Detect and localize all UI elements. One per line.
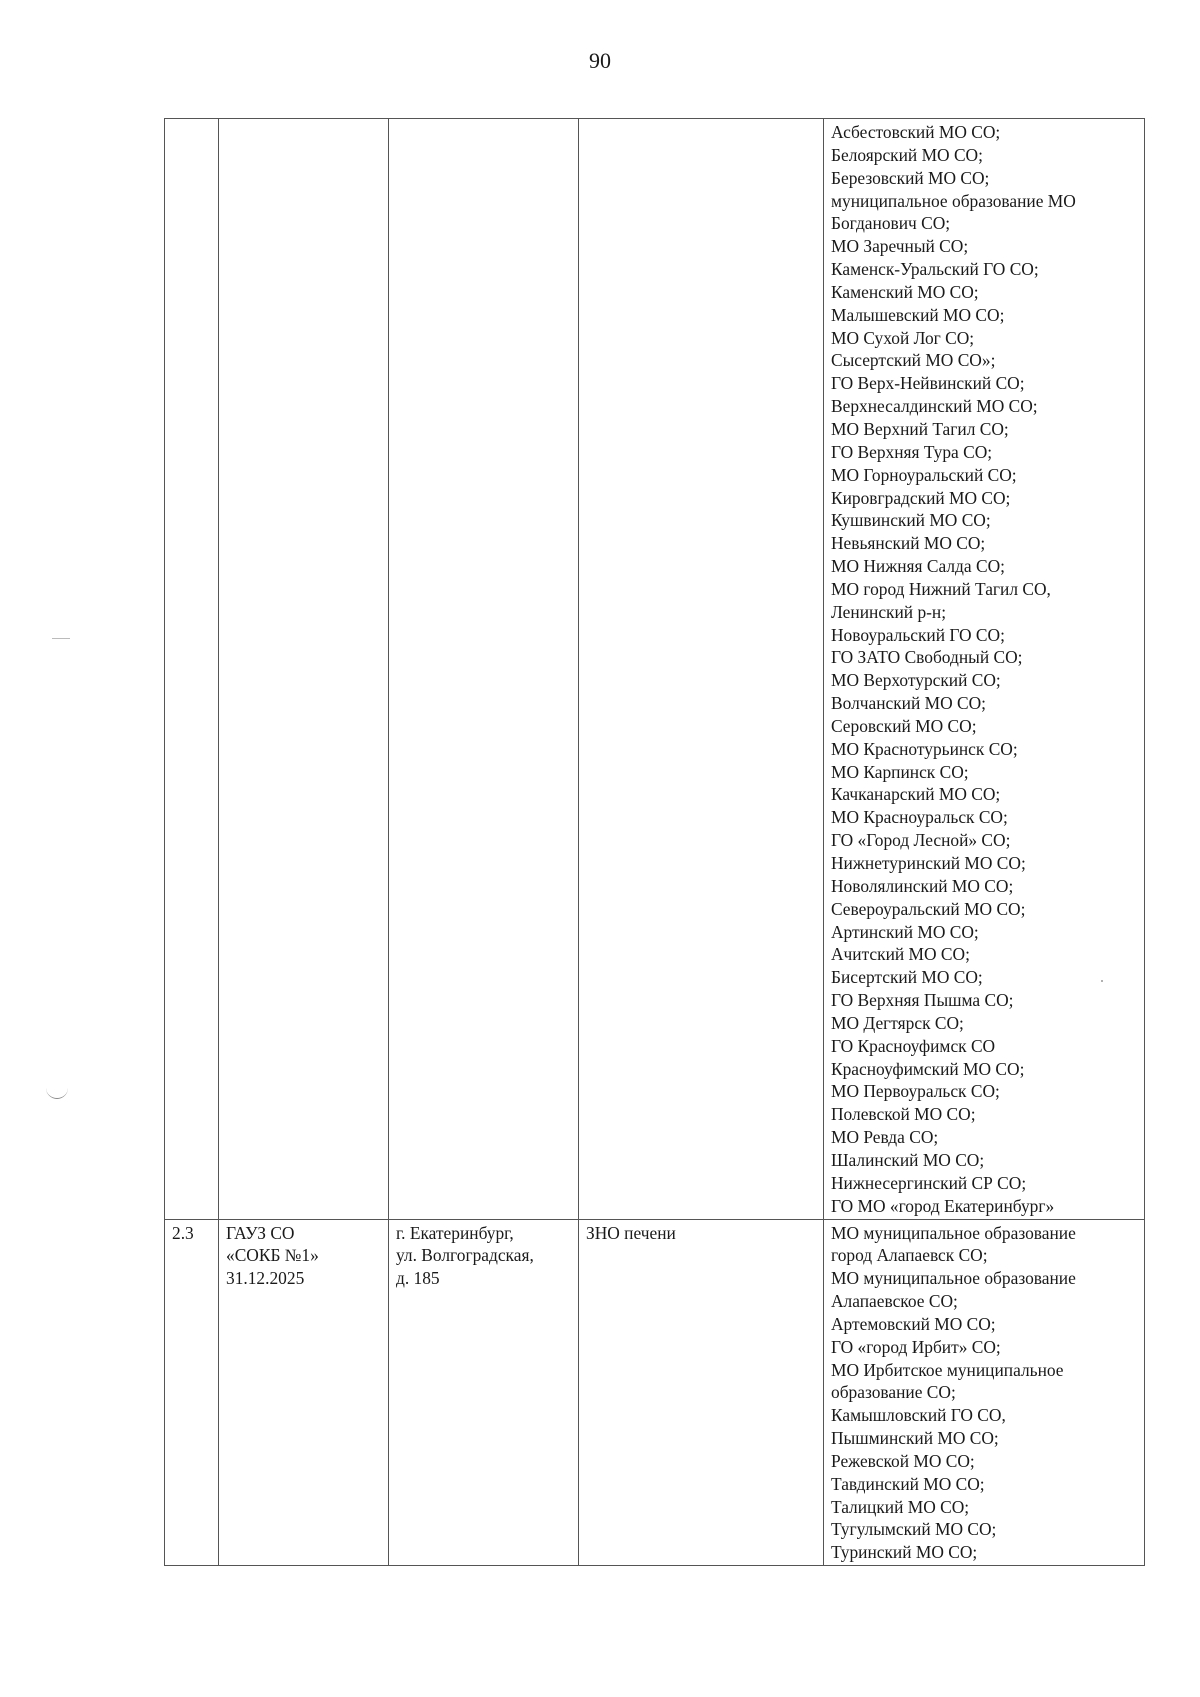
cell-text-line: Нижнетуринский МО СО; <box>831 853 1026 873</box>
cell-text-line: д. 185 <box>396 1268 440 1289</box>
cell-text-line: МО Ревда СО; <box>831 1127 939 1148</box>
cell-text-line: Невьянский МО СО; <box>831 533 986 554</box>
cell-text-line: Новоуральский ГО СО; <box>831 624 1005 645</box>
cell-text-line: Тугулымский МО СО; <box>831 1519 997 1540</box>
cell-text-line: МО Карпинск СО; <box>831 761 969 782</box>
organization-cell <box>219 1219 389 1566</box>
cell-text-line: Режевской МО СО; <box>831 1450 975 1471</box>
cell-text-line: образование СО; <box>831 1382 956 1403</box>
cell-text-line: ГО МО «город Екатеринбург» <box>831 1195 1055 1216</box>
cell-text-line: ГО Верхняя Тура СО; <box>831 441 993 462</box>
address-cell <box>389 119 579 1220</box>
cell-text-line: МО Сухой Лог СО; <box>831 327 975 348</box>
margin-mark <box>46 1088 68 1099</box>
cell-text-line: МО Красноуральск СО; <box>831 807 1008 828</box>
cell-text-line: 2.3 <box>172 1222 194 1243</box>
cell-text-line: Качканарский МО СО; <box>831 784 1001 805</box>
row-number-cell <box>165 119 219 1220</box>
cell-text-line: ГО Верх-Нейвинский СО; <box>831 373 1025 394</box>
cell-text-line: Волчанский МО СО; <box>831 693 987 714</box>
cell-text-line: Малышевский МО СО; <box>831 304 1005 325</box>
cell-text-line: ГО «Город Лесной» СО; <box>831 830 1011 851</box>
cell-text-line: МО Нижняя Салда СО; <box>831 556 1005 577</box>
cell-text-line: Туринский МО СО; <box>831 1542 978 1563</box>
page-number: 90 <box>589 48 611 73</box>
cell-text-line: город Алапаевск СО; <box>831 1245 988 1266</box>
cell-text-line: 31.12.2025 <box>226 1268 305 1289</box>
row-number-cell <box>165 1219 219 1566</box>
cell-text-line: Кушвинский МО СО; <box>831 510 991 531</box>
cell-text-line: Ленинский р-н; <box>831 601 947 622</box>
cell-text-line: Березовский МО СО; <box>831 167 990 188</box>
cell-text-line: МО Верхний Тагил СО; <box>831 418 1009 439</box>
cell-text-line: Пышминский МО СО; <box>831 1428 999 1449</box>
service-area-cell <box>824 119 1145 1220</box>
cell-text-line: Артинский МО СО; <box>831 921 979 942</box>
cell-text-line: Сысертский МО СО»; <box>831 350 996 371</box>
cell-text-line: Тавдинский МО СО; <box>831 1473 985 1494</box>
table-row <box>165 1219 1145 1566</box>
cell-text-line: МО Ирбитское муниципальное <box>831 1359 1064 1380</box>
cell-text-line: Талицкий МО СО; <box>831 1496 970 1517</box>
cell-text-line: Каменский МО СО; <box>831 281 979 302</box>
cell-text-line: ГО Верхняя Пышма СО; <box>831 990 1014 1011</box>
cell-text-line: Нижнесергинский СР СО; <box>831 1172 1027 1193</box>
cell-text-line: Камышловский ГО СО, <box>831 1405 1006 1426</box>
cell-text-line: ул. Волгоградская, <box>396 1245 534 1266</box>
cell-text-line: МО Верхотурский СО; <box>831 670 1001 691</box>
cell-text-line: ЗНО печени <box>586 1222 676 1243</box>
cell-text-line: ГО «город Ирбит» СО; <box>831 1336 1001 1357</box>
cell-text-line: МО Дегтярск СО; <box>831 1012 964 1033</box>
cell-text-line: Североуральский МО СО; <box>831 898 1026 919</box>
cell-text-line: Новолялинский МО СО; <box>831 875 1014 896</box>
organization-cell <box>219 119 389 1220</box>
cell-text-line: ГАУЗ СО <box>226 1222 295 1243</box>
cell-text-line: МО муниципальное образование <box>831 1222 1076 1243</box>
service-area-cell <box>824 1219 1145 1566</box>
cell-text-line: г. Екатеринбург, <box>396 1222 514 1243</box>
cell-text-line: Полевской МО СО; <box>831 1104 976 1125</box>
cell-text-line: МО Горноуральский СО; <box>831 464 1017 485</box>
cell-text-line: Каменск-Уральский ГО СО; <box>831 259 1039 280</box>
table-row <box>165 119 1145 1220</box>
margin-mark <box>52 638 70 639</box>
cell-text-line: ГО ЗАТО Свободный СО; <box>831 647 1023 668</box>
cell-text-line: Верхнесалдинский МО СО; <box>831 396 1038 417</box>
cell-text-line: Асбестовский МО СО; <box>831 122 1001 142</box>
cell-text-line: Ачитский МО СО; <box>831 944 970 965</box>
cell-text-line: Красноуфимский МО СО; <box>831 1058 1025 1079</box>
table-body <box>165 119 1145 1566</box>
cell-text-line: МО Краснотурьинск СО; <box>831 738 1018 759</box>
cell-text-line: Алапаевское СО; <box>831 1291 958 1312</box>
cell-text-line: ГО Красноуфимск СО <box>831 1035 996 1056</box>
cell-text-line: муниципальное образование МО <box>831 190 1076 211</box>
cell-text-line: Бисертский МО СО; <box>831 967 983 988</box>
cell-text-line: Шалинский МО СО; <box>831 1149 985 1170</box>
cell-text-line: Серовский МО СО; <box>831 715 977 736</box>
cell-text-line: «СОКБ №1» <box>226 1245 319 1266</box>
cell-text-line: Белоярский МО СО; <box>831 144 983 165</box>
diagnosis-cell <box>579 1219 824 1566</box>
cell-text-line: Артемовский МО СО; <box>831 1313 996 1334</box>
cell-text-line: МО Заречный СО; <box>831 236 969 257</box>
diagnosis-cell <box>579 119 824 1220</box>
distribution-table <box>164 118 1145 1566</box>
cell-text-line: МО Первоуральск СО; <box>831 1081 1000 1102</box>
cell-text-line: Богданович СО; <box>831 213 951 234</box>
cell-text-line: МО муниципальное образование <box>831 1268 1076 1289</box>
cell-text-line: МО город Нижний Тагил СО, <box>831 578 1051 599</box>
address-cell <box>389 1219 579 1566</box>
cell-text-line: Кировградский МО СО; <box>831 487 1011 508</box>
